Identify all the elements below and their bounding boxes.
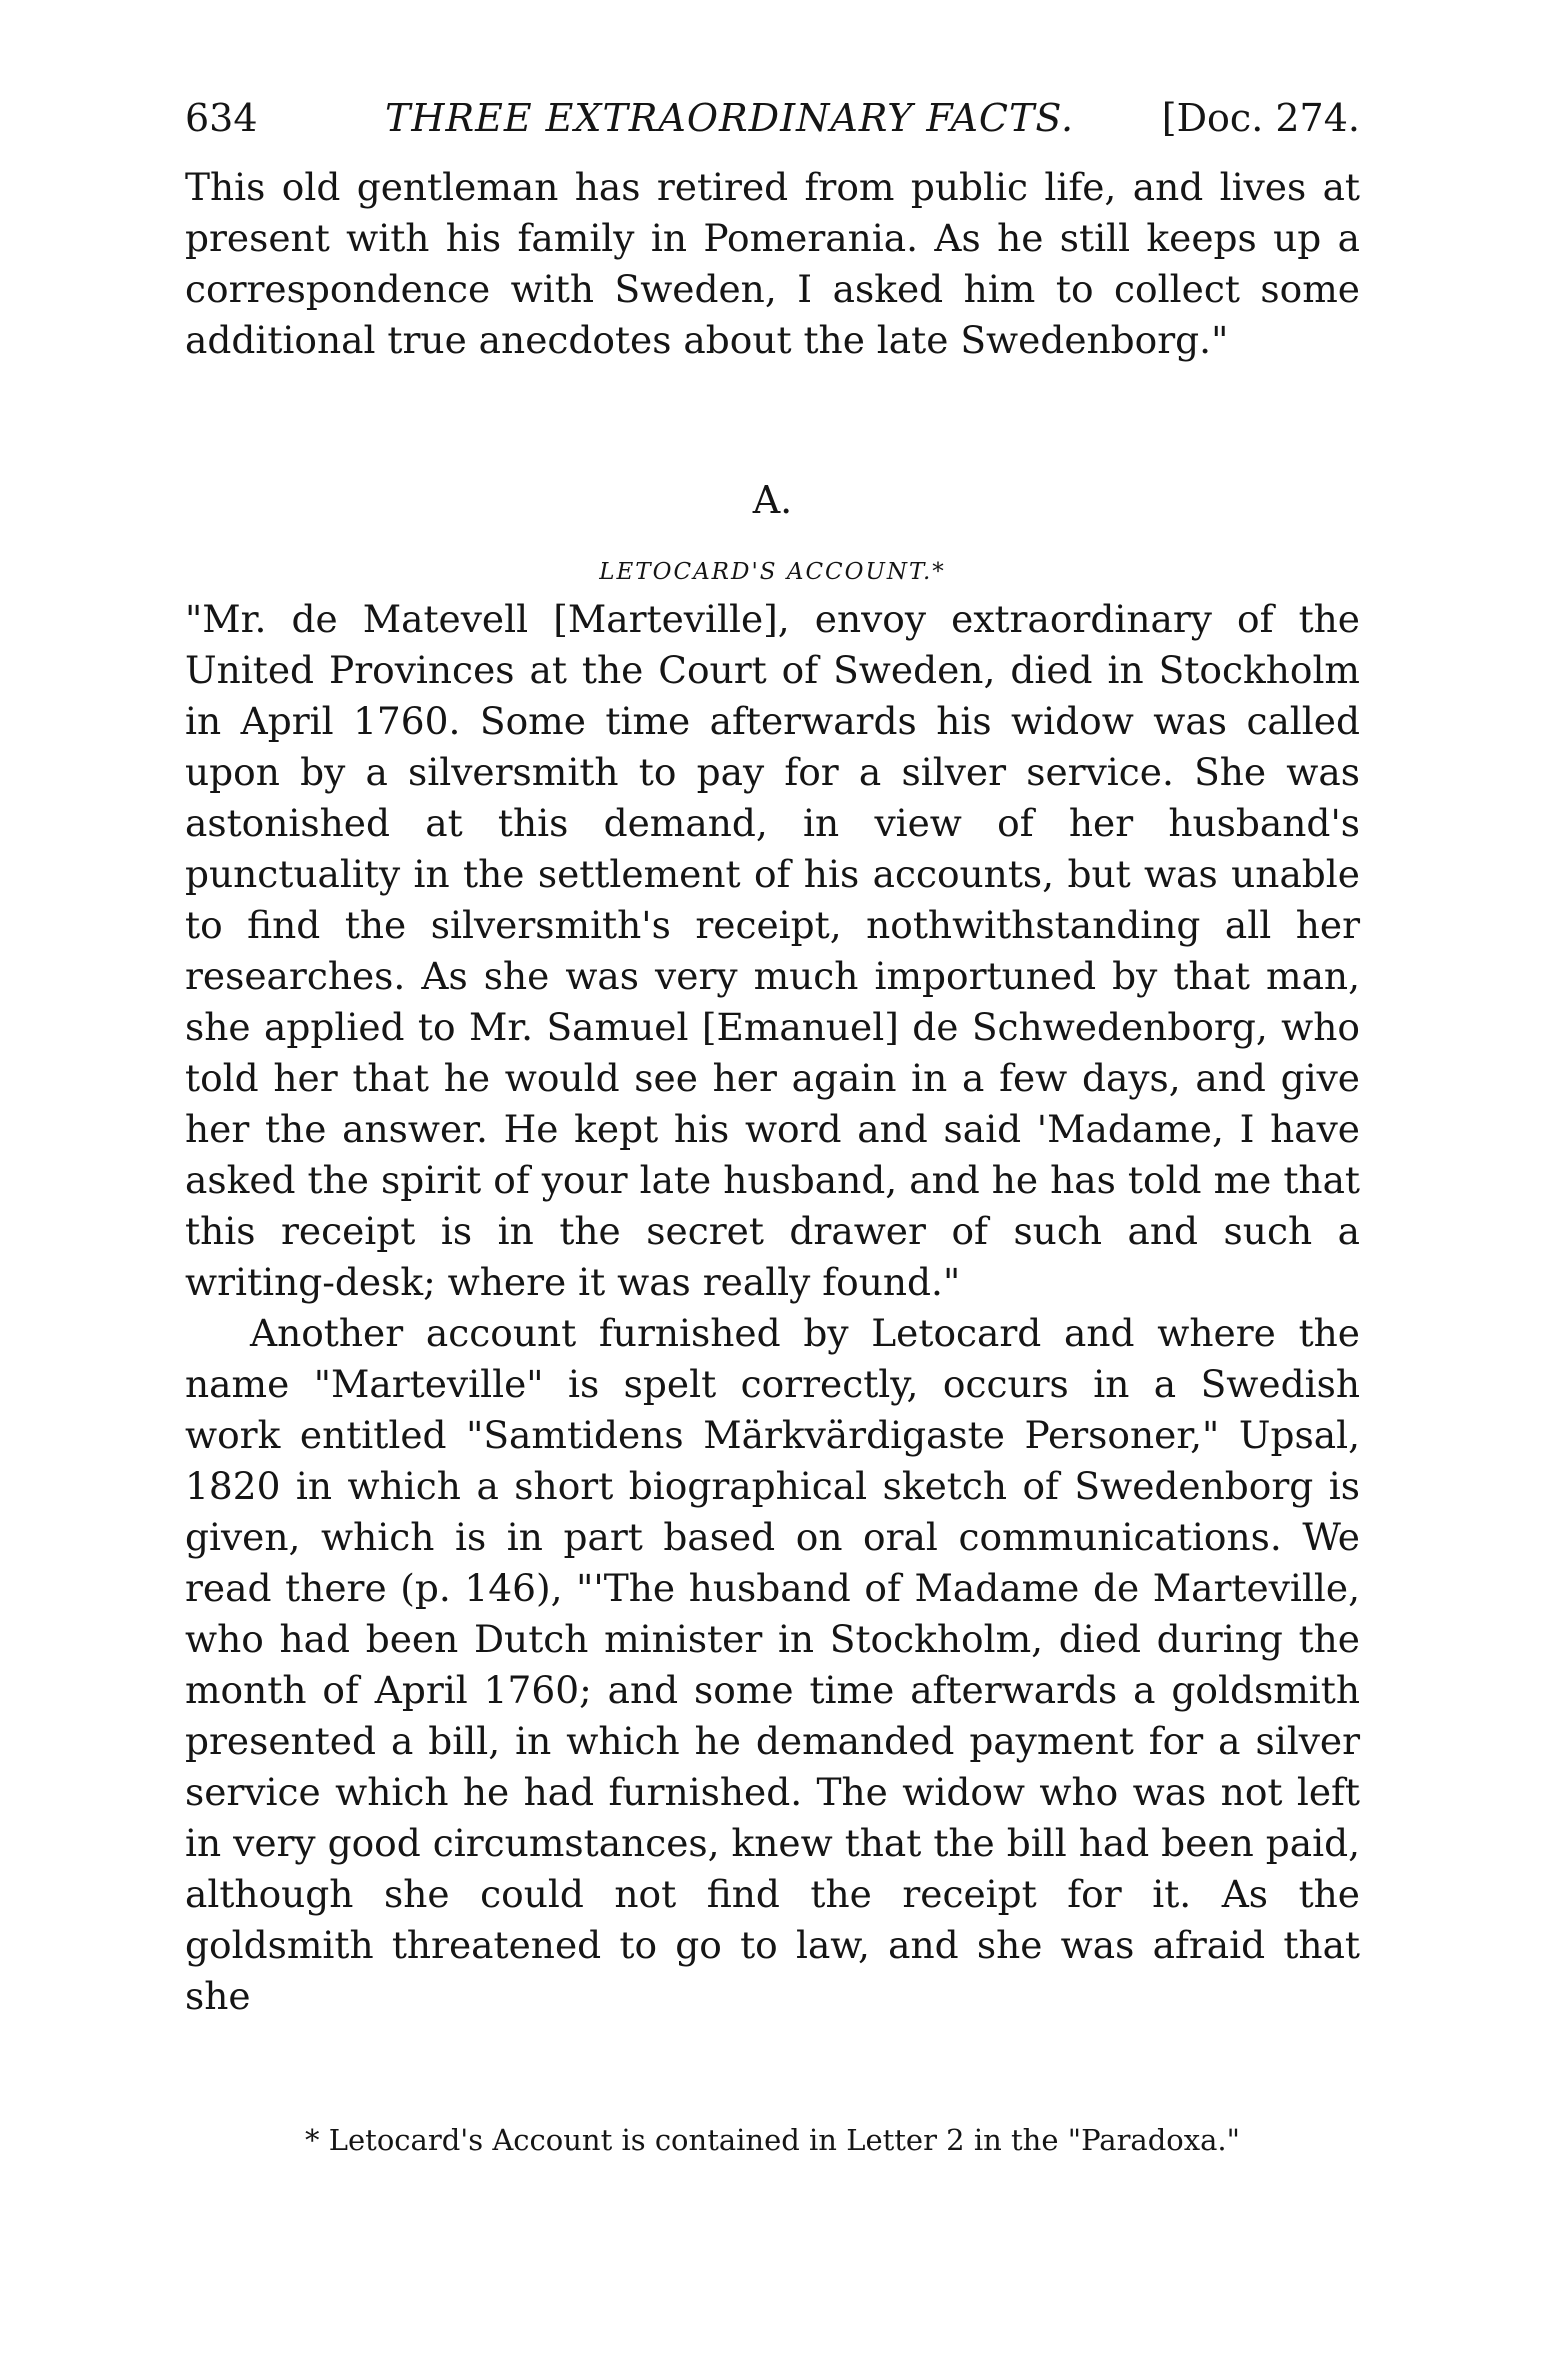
section-subheading: LETOCARD'S ACCOUNT.*: [599, 559, 946, 585]
book-page: [185, 88, 1360, 2160]
running-title: THREE EXTRAORDINARY FACTS.: [385, 96, 1075, 140]
section-heading: A.: [752, 478, 793, 522]
document-reference: [Doc. 274.: [1161, 96, 1360, 140]
page-header: [185, 88, 1360, 148]
paragraph-letocard-account: "Mr. de Matevell [Marteville], envoy extraordinary of the United Provinces at the Court of Sweden, died in Stockholm in April 1760. Some time afterwards his widow was called upon by a silversmith to pay for a silver service. She was astonished at this demand, in view of her husband's punctuality in the settlement of his accounts, but was unable to find the silversmith's receipt, nothwithstanding all her researches. As she was very much importuned by that man, she applied to Mr. Samuel [Emanuel] de Schwedenborg, who told her that he would see her again in a few days, and give her the answer. He kept his word and said 'Madame, I have asked the spirit of your late husband, and he has told me that this receipt is in the secret drawer of such and such a writing-desk; where it was really found.": [185, 597, 1360, 1304]
paragraph-another-account: Another account furnished by Letocard and where the name "Marteville" is spelt correctly, occurs in a Swedish work entitled "Samtidens Märkvärdigaste Personer," Upsal, 1820 in which a short biographical sketch of Swedenborg is given, which is in part based on oral communications. We read there (p. 146), "'The husband of Madame de Marteville, who had been Dutch minister in Stockholm, died during the month of April 1760; and some time afterwards a goldsmith presented a bill, in which he demanded payment for a silver service which he had furnished. The widow who was not left in very good circumstances, knew that the bill had been paid, although she could not find the receipt for it. As the goldsmith threatened to go to law, and she was afraid that she: [185, 1311, 1360, 2018]
body-text: [185, 162, 1360, 2022]
paragraph-intro: This old gentleman has retired from public life, and lives at present with his family in Pomerania. As he still keeps up a correspondence with Sweden, I asked him to collect some additional true anecdotes about the late Swedenborg.": [185, 165, 1360, 362]
footnote: * Letocard's Account is contained in Letter 2 in the "Paradoxa.": [305, 2123, 1240, 2157]
page-number: 634: [185, 96, 258, 140]
